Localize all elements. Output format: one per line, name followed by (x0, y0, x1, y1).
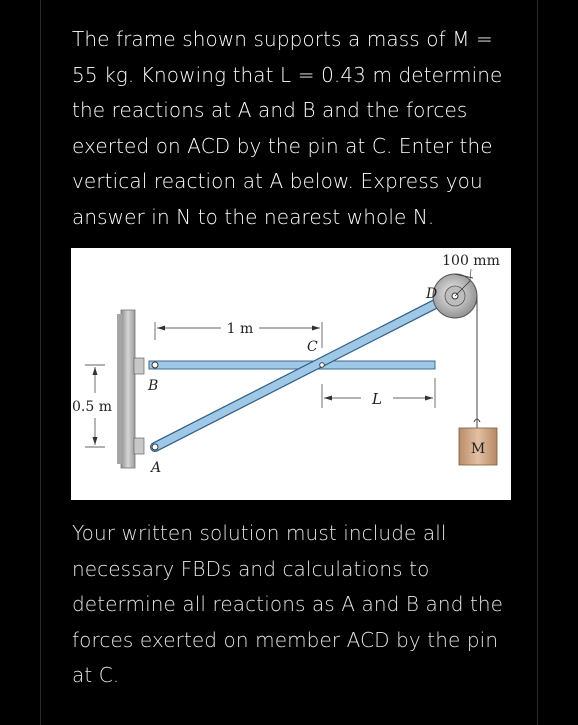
height-arrow-bottom (93, 437, 98, 445)
instruction-line: forces exerted on member ACD by the pin (72, 627, 499, 652)
point-c-label: C (307, 339, 318, 355)
height-label: 0.5 m (72, 399, 112, 415)
pulley-radius-label: 100 mm (442, 253, 500, 269)
pulley-radius-leader (470, 269, 471, 281)
question-line: The frame shown supports a mass of M = (72, 27, 493, 51)
height-arrow-top (93, 367, 98, 375)
point-a-label: A (151, 460, 162, 476)
span-arrow-left (157, 326, 165, 331)
pin-a (152, 444, 158, 450)
question-line: exerted on ACD by the pin at C. Enter the (72, 133, 493, 158)
instruction-line: determine all reactions as A and B and the (72, 592, 504, 616)
question-text (72, 22, 512, 235)
span-label: 1 m (226, 321, 254, 337)
wall (121, 310, 135, 468)
l-arrow-right (425, 396, 433, 401)
instruction-line: Your written solution must include all (72, 521, 447, 545)
wall-shadow (117, 314, 122, 464)
bracket-a (134, 438, 144, 454)
pin-c (320, 363, 325, 368)
member-diagonal (155, 296, 451, 447)
instruction-line: at C. (72, 663, 120, 687)
question-line: vertical reaction at A below. Express you (72, 169, 483, 193)
l-arrow-left (324, 396, 332, 401)
mass-label: M (470, 441, 486, 457)
bracket-b (134, 358, 144, 374)
frame-figure (71, 248, 511, 500)
length-l-label: L (372, 390, 382, 408)
left-border (40, 0, 41, 725)
instruction-line: necessary FBDs and calculations to (72, 556, 430, 581)
question-line: answer in N to the nearest whole N. (72, 204, 435, 229)
right-border (537, 0, 538, 725)
frame-diagram (71, 248, 511, 500)
point-d-label: D (426, 286, 438, 302)
span-arrow-right (312, 326, 320, 331)
instruction-text (72, 516, 512, 694)
member-horizontal (149, 361, 435, 369)
question-line: the reactions at A and B and the forces (72, 98, 468, 122)
question-line: 55 kg. Knowing that L = 0.43 m determine (72, 62, 503, 87)
point-b-label: B (148, 378, 159, 394)
pin-b (152, 362, 158, 368)
